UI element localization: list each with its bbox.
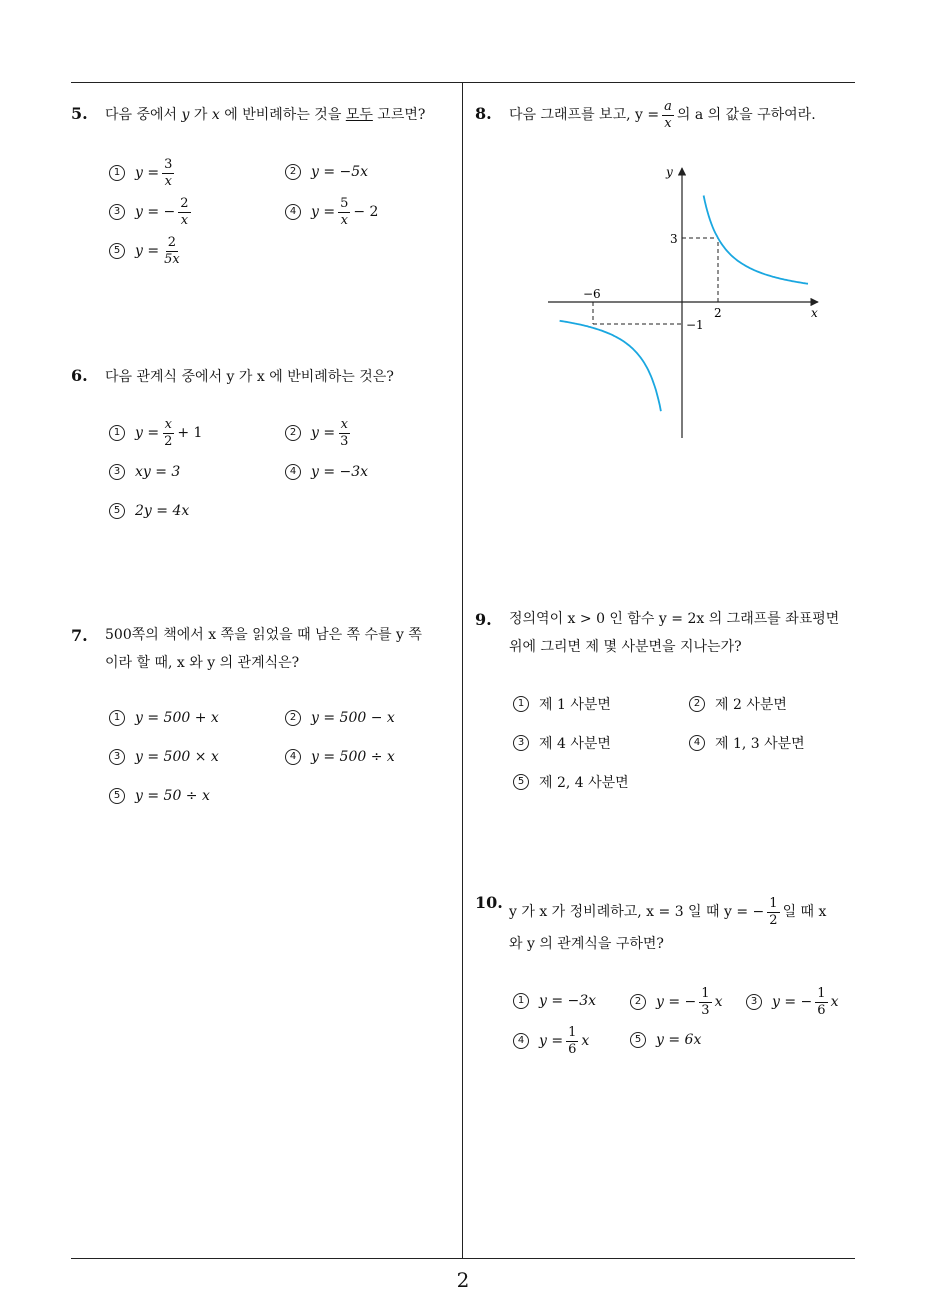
- option-5[interactable]: 5 2y = 4x: [109, 503, 189, 519]
- option-marker: 2: [285, 710, 301, 726]
- hyperbola-branch-left: [560, 321, 661, 411]
- option-marker: 3: [109, 464, 125, 480]
- question-text-line-1: 500쪽의 책에서 x 쪽을 읽었을 때 남은 쪽 수를 y 쪽: [105, 627, 422, 643]
- hyperbola-branch-right: [704, 196, 808, 284]
- option-marker: 5: [513, 774, 529, 790]
- question-9: [475, 604, 860, 804]
- option-marker: 4: [285, 464, 301, 480]
- tick-label-3: 3: [670, 232, 678, 246]
- option-marker: 1: [109, 165, 125, 181]
- question-text-line-1: 정의역이 x > 0 인 함수 y = 2x 의 그래프를 좌표평면: [509, 611, 840, 627]
- top-rule: [71, 82, 855, 83]
- y-axis-label: y: [666, 165, 673, 179]
- option-4[interactable]: 4 y = $\frac{1}{6}$ x: [513, 1026, 589, 1056]
- option-marker: 3: [513, 735, 529, 751]
- option-marker: 1: [109, 425, 125, 441]
- fraction: $\frac{x}{2}$: [164, 417, 173, 449]
- underlined-word: 모두: [345, 107, 373, 123]
- option-marker: 4: [689, 735, 705, 751]
- option-1[interactable]: 1 y = 500 + x: [109, 710, 219, 726]
- option-marker: 1: [513, 696, 529, 712]
- option-marker: 5: [109, 503, 125, 519]
- option-3[interactable]: 3 y = 500 × x: [109, 749, 219, 765]
- fraction: $\frac{2}{x}$: [180, 196, 189, 228]
- tick-label-neg1: −1: [686, 318, 704, 332]
- tick-label-2: 2: [714, 306, 722, 320]
- question-number: 10.: [475, 893, 503, 912]
- column-divider: [462, 82, 463, 1259]
- option-3[interactable]: 3 제 4 사분면: [513, 733, 611, 753]
- option-1[interactable]: 1 y = $\frac{3}{x}$: [109, 158, 177, 188]
- fraction: $\frac{1}{2}$: [769, 896, 778, 928]
- option-4[interactable]: 4 y = −3x: [285, 464, 368, 480]
- option-marker: 3: [746, 994, 762, 1010]
- fraction: $\frac{1}{3}$: [701, 986, 710, 1018]
- option-2[interactable]: 2 y = $\frac{x}{3}$: [285, 418, 353, 448]
- option-1[interactable]: 1 y = −3x: [513, 993, 596, 1009]
- option-marker: 1: [513, 993, 529, 1009]
- option-marker: 2: [285, 425, 301, 441]
- question-number: 5.: [71, 104, 88, 123]
- question-text-line-2: 이라 할 때, x 와 y 의 관계식은?: [105, 655, 300, 671]
- option-marker: 3: [109, 749, 125, 765]
- question-text-line-2: 위에 그리면 제 몇 사분면을 지나는가?: [509, 639, 742, 655]
- option-5[interactable]: 5 y = 50 ÷ x: [109, 788, 210, 804]
- option-marker: 5: [630, 1032, 646, 1048]
- option-2[interactable]: 2 y = −5x: [285, 164, 368, 180]
- question-8: [475, 100, 855, 140]
- option-marker: 4: [513, 1033, 529, 1049]
- question-number: 7.: [71, 626, 88, 645]
- question-10: [475, 893, 860, 1073]
- x-axis-label: x: [811, 306, 818, 320]
- question-text: 다음 중에서 y 가 x 에 반비례하는 것을 모두 고르면?: [105, 107, 426, 123]
- option-1[interactable]: 1 제 1 사분면: [513, 694, 611, 714]
- question-text-line-2: 와 y 의 관계식을 구하면?: [509, 936, 664, 952]
- option-3[interactable]: 3 xy = 3: [109, 464, 180, 480]
- question-text: 다음 관계식 중에서 y 가 x 에 반비례하는 것은?: [105, 369, 394, 385]
- option-marker: 2: [285, 164, 301, 180]
- question-number: 9.: [475, 610, 492, 629]
- question-number: 6.: [71, 366, 88, 385]
- option-marker: 2: [689, 696, 705, 712]
- option-5[interactable]: 5 y = $\frac{2}{5x}$: [109, 236, 185, 266]
- option-5[interactable]: 5 제 2, 4 사분면: [513, 772, 629, 792]
- fraction: $\frac{5}{x}$: [340, 196, 349, 228]
- option-marker: 3: [109, 204, 125, 220]
- option-5[interactable]: 5 y = 6x: [630, 1032, 701, 1048]
- bottom-rule: [71, 1258, 855, 1259]
- option-4[interactable]: 4 y = 500 ÷ x: [285, 749, 395, 765]
- question-number: 8.: [475, 104, 492, 123]
- option-4[interactable]: 4 y = $\frac{5}{x}$ − 2: [285, 197, 378, 227]
- option-3[interactable]: 3 y = − $\frac{2}{x}$: [109, 197, 194, 227]
- option-marker: 4: [285, 204, 301, 220]
- fraction: $\frac{1}{6}$: [817, 986, 826, 1018]
- fraction: $\frac{2}{5x}$: [164, 235, 180, 267]
- fraction: $\frac{x}{3}$: [340, 417, 349, 449]
- hyperbola-graph: [540, 160, 830, 450]
- fraction: $\frac{3}{x}$: [164, 157, 173, 189]
- fraction: $\frac{1}{6}$: [568, 1025, 577, 1057]
- option-2[interactable]: 2 y = − $\frac{1}{3}$ x: [630, 987, 722, 1017]
- question-5: [71, 100, 456, 280]
- question-6: [71, 362, 456, 532]
- question-text-line-1: y 가 x 가 정비례하고, x = 3 일 때 y = − $\frac{1}{2}$ 일 때 x: [509, 896, 827, 928]
- option-marker: 1: [109, 710, 125, 726]
- question-7: [71, 620, 456, 820]
- option-marker: 5: [109, 243, 125, 259]
- fraction: $\frac{a}{x}$: [664, 99, 672, 131]
- option-4[interactable]: 4 제 1, 3 사분면: [689, 733, 805, 753]
- question-text: 다음 그래프를 보고, y = $\frac{a}{x}$ 의 a 의 값을 구하여라.: [509, 99, 816, 131]
- option-3[interactable]: 3 y = − $\frac{1}{6}$ x: [746, 987, 838, 1017]
- option-1[interactable]: 1 y = $\frac{x}{2}$ + 1: [109, 418, 202, 448]
- option-2[interactable]: 2 제 2 사분면: [689, 694, 787, 714]
- option-marker: 5: [109, 788, 125, 804]
- page-number: 2: [456, 1268, 470, 1292]
- option-2[interactable]: 2 y = 500 − x: [285, 710, 395, 726]
- option-marker: 4: [285, 749, 301, 765]
- option-marker: 2: [630, 994, 646, 1010]
- tick-label-neg6: −6: [583, 287, 601, 301]
